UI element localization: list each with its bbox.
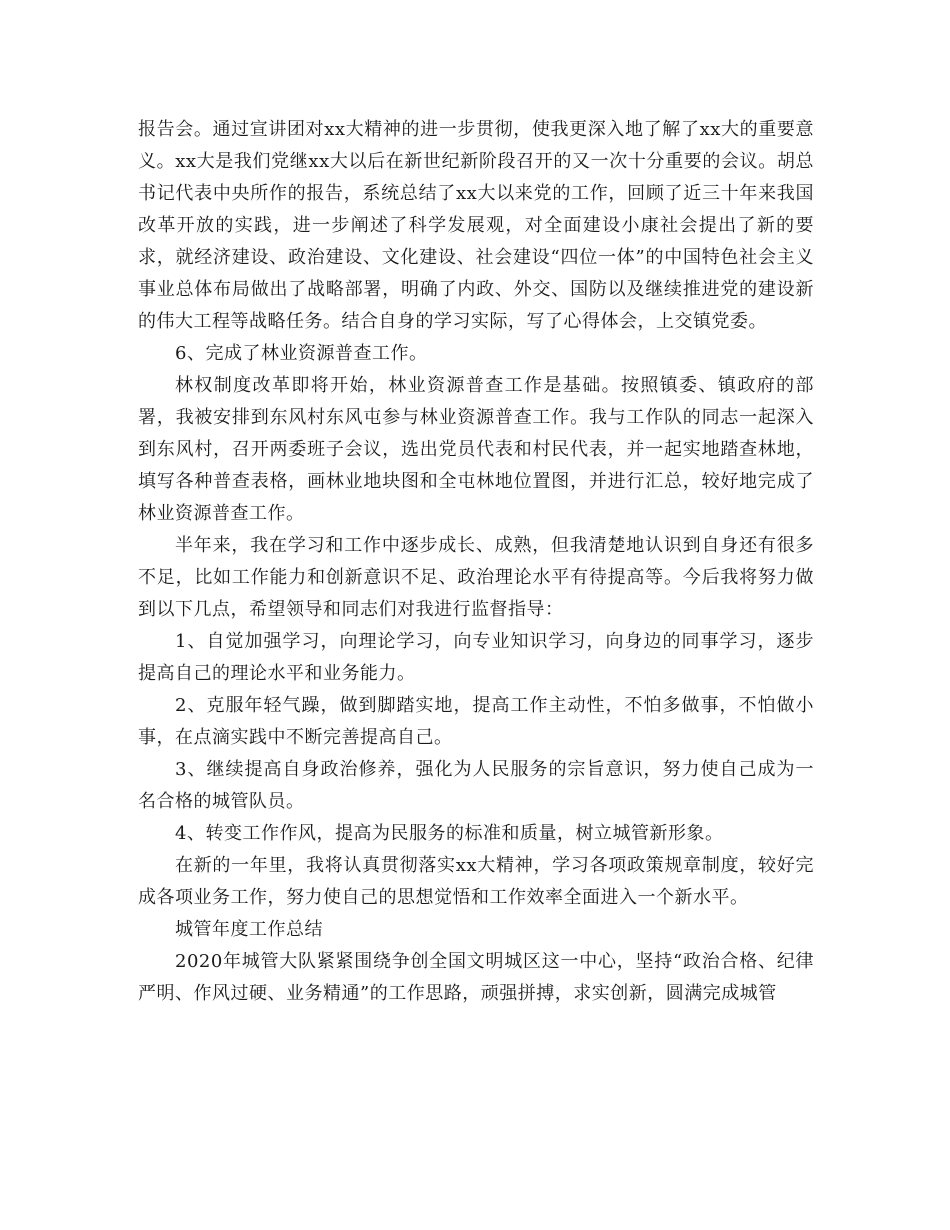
paragraph-new-year: 在新的一年里，我将认真贯彻落实xx大精神，学习各项政策规章制度，较好完成各项业务工作，努力使自己的思想觉悟和工作效率全面进入一个新水平。 <box>138 855 814 908</box>
paragraph-report-meeting: 报告会。通过宣讲团对xx大精神的进一步贯彻，使我更深入地了解了xx大的重要意义。xx大是我们党继xx大以后在新世纪新阶段召开的又一次十分重要的会议。胡总书记代表中央所作的报告，系统总结了xx大以来党的工作，回顾了近三十年来我国改革开放的实践，进一步阐述了科学发展观，对全面建设小康社会提出了新的要求，就经济建设、政治建设、文化建设、社会建设“四位一体”的中国特色社会主义事业总体布局做出了战略部署，明确了内政、外交、国防以及继续推进党的建设新的伟大工程等战略任务。结合自身的学习实际，写了心得体会，上交镇党委。 <box>138 119 814 332</box>
paragraph-2020-summary: 2020年城管大队紧紧围绕争创全国文明城区这一中心，坚持“政治合格、纪律严明、作风过硬、业务精通”的工作思路，顽强拼搏，求实创新，圆满完成城管 <box>138 951 814 1004</box>
paragraph-point-2: 2、克服年轻气躁，做到脚踏实地，提高工作主动性，不怕多做事，不怕做小事，在点滴实践中不断完善提高自己。 <box>138 695 814 748</box>
paragraph-point-4: 4、转变工作作风，提高为民服务的标准和质量，树立城管新形象。 <box>175 823 724 844</box>
paragraph-forest-survey: 林权制度改革即将开始，林业资源普查工作是基础。按照镇委、镇政府的部署，我被安排到东风村东风屯参与林业资源普查工作。我与工作队的同志一起深入到东风村，召开两委班子会议，选出党员代表和村民代表，并一起实地踏查林地，填写各种普查表格，画林业地块图和全屯林地位置图，并进行汇总，较好地完成了林业资源普查工作。 <box>138 375 814 524</box>
document-page <box>138 114 814 1010</box>
paragraph-half-year-summary: 半年来，我在学习和工作中逐步成长、成熟，但我清楚地认识到自身还有很多不足，比如工作能力和创新意识不足、政治理论水平有待提高等。今后我将努力做到以下几点，希望领导和同志们对我进行监督指导： <box>138 535 814 620</box>
paragraph-point-1: 1、自觉加强学习，向理论学习，向专业知识学习，向身边的同事学习，逐步提高自己的理论水平和业务能力。 <box>138 631 814 684</box>
paragraph-point-3: 3、继续提高自身政治修养，强化为人民服务的宗旨意识，努力使自己成为一名合格的城管队员。 <box>138 759 814 812</box>
paragraph-item-6-heading: 6、完成了林业资源普查工作。 <box>175 343 428 364</box>
section-heading-annual-summary: 城管年度工作总结 <box>175 919 323 940</box>
